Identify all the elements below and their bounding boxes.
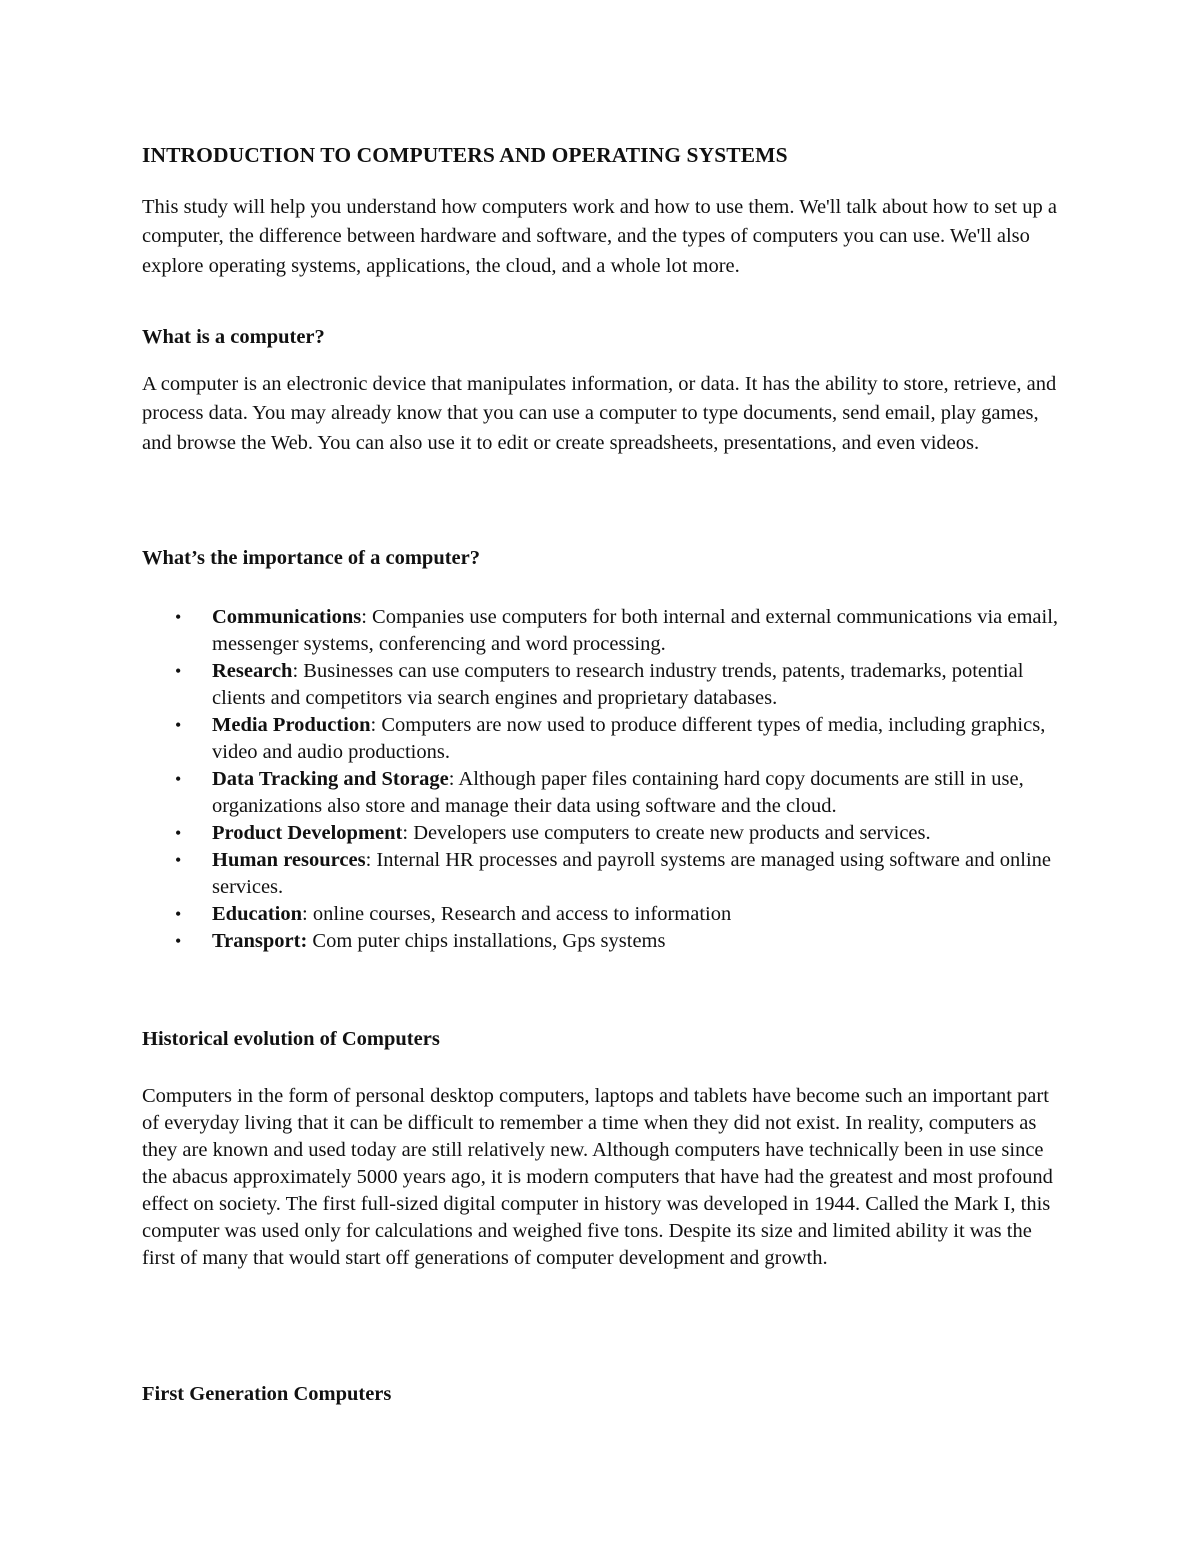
list-item-text: online courses, Research and access to information [307, 903, 732, 925]
list-item-term: Transport: [212, 930, 308, 952]
heading-importance-of-computer: What’s the importance of a computer? [142, 547, 480, 569]
list-item-term: Data Tracking and Storage [212, 768, 449, 790]
list-item-separator: : [448, 768, 455, 790]
document-title: INTRODUCTION TO COMPUTERS AND OPERATING SYSTEMS [142, 143, 788, 167]
bullet-icon: • [175, 607, 182, 627]
list-item [142, 820, 1082, 847]
historical-evolution-paragraph: Computers in the form of personal desktop computers, laptops and tablets have become such an important part of everyday living that it can be difficult to remember a time when they did not exist. In reality, computers as they are known and used today are still relatively new. Although computers have technically been in use since the abacus approximately 5000 years ago, it is modern computers that have had the greatest and most profound effect on society. The first full-sized digital computer in history was developed in 1944. Called the Mark I, this computer was used only for calculations and weighed five tons. Despite its size and limited ability it was the first of many that would start off generations of computer development and growth. [142, 1085, 1053, 1269]
list-item [142, 847, 1082, 901]
list-item-separator: : [292, 660, 299, 682]
bullet-icon: • [175, 823, 182, 843]
list-item [142, 901, 1082, 928]
list-item-text: Developers use computers to create new products and services. [408, 822, 931, 844]
list-item-term: Product Development [212, 822, 403, 844]
list-item-term: Research [212, 660, 293, 682]
bullet-icon: • [175, 661, 182, 681]
bullet-icon: • [175, 850, 182, 870]
list-item [142, 766, 1082, 820]
list-item [142, 604, 1082, 658]
intro-paragraph: This study will help you understand how computers work and how to use them. We'll talk about how to set up a computer, the difference between hardware and software, and the types of computers you can use. We'll also explore operating systems, applications, the cloud, and a whole lot more. [142, 196, 1057, 277]
list-item-term: Education [212, 903, 302, 925]
bullet-icon: • [175, 931, 182, 951]
list-item-term: Human resources [212, 849, 366, 871]
heading-first-generation: First Generation Computers [142, 1383, 392, 1405]
list-item-separator: : [370, 714, 377, 736]
list-item-term: Communications [212, 606, 362, 628]
list-item [142, 658, 1082, 712]
heading-what-is-a-computer: What is a computer? [142, 326, 325, 348]
what-is-a-computer-paragraph: A computer is an electronic device that manipulates information, or data. It has the ability to store, retrieve, and process data. You may already know that you can use a computer to type documents, send email, play games, and browse the Web. You can also use it to edit or create spreadsheets, presentations, and even videos. [142, 373, 1057, 454]
list-item-text: Although paper files containing hard copy documents are still in use, organizations also store and manage their data using software and the cloud. [212, 768, 1024, 817]
list-item-text: Businesses can use computers to research industry trends, patents, trademarks, potential clients and competitors via search engines and proprietary databases. [212, 660, 1024, 709]
importance-list [142, 604, 1082, 955]
list-item-text: Companies use computers for both internal and external communications via email, messenger systems, conferencing and word processing. [212, 606, 1059, 655]
list-item [142, 928, 1082, 955]
list-item-separator: : [302, 903, 308, 925]
list-item-separator: : [361, 606, 367, 628]
list-item-separator: : [402, 822, 409, 844]
list-item-term: Media Production [212, 714, 371, 736]
heading-historical-evolution: Historical evolution of Computers [142, 1028, 440, 1050]
list-item-separator: : [365, 849, 372, 871]
list-item-text: Computers are now used to produce different types of media, including graphics, video and audio productions. [212, 714, 1046, 763]
list-item [142, 712, 1082, 766]
bullet-icon: • [175, 904, 182, 924]
list-item-text: Com puter chips installations, Gps systems [307, 930, 666, 952]
list-item-text: Internal HR processes and payroll systems are managed using software and online services. [212, 849, 1051, 898]
bullet-icon: • [175, 715, 182, 735]
bullet-icon: • [175, 769, 182, 789]
